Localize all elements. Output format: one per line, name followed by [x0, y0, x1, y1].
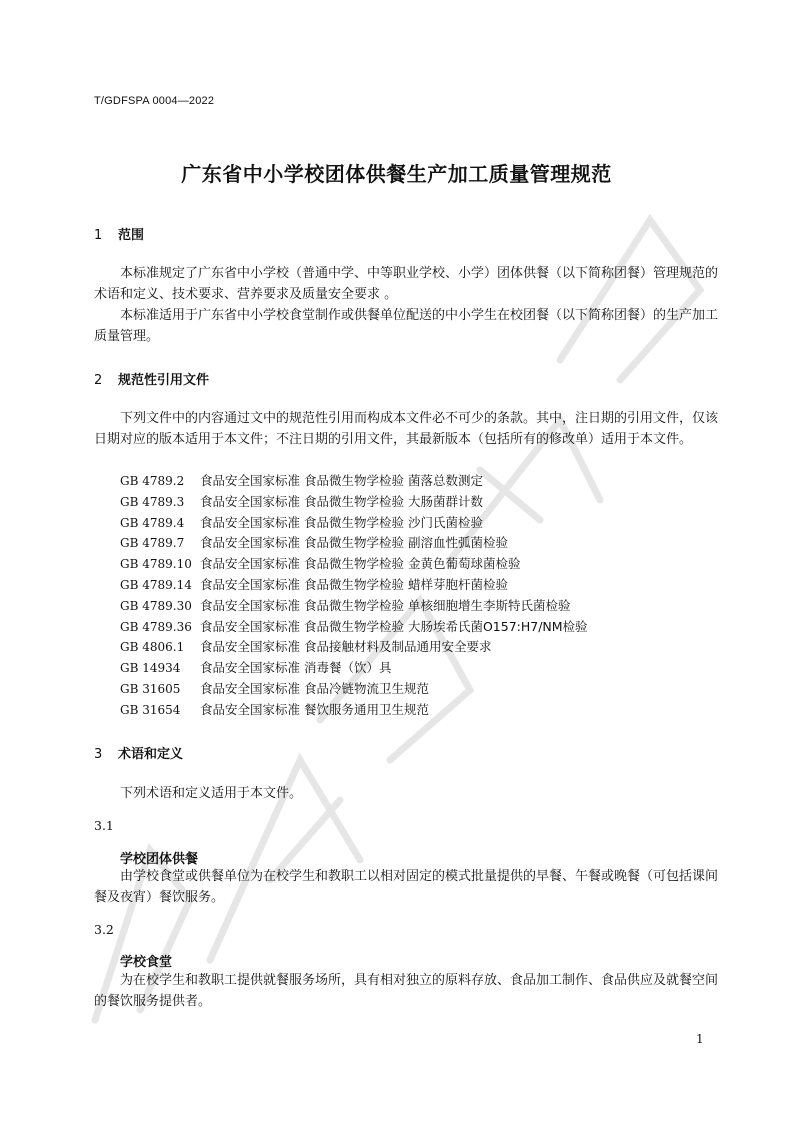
- reference-code: GB 4789.2: [120, 474, 185, 488]
- section-1-heading: [94, 224, 144, 243]
- section-number: 3: [94, 747, 103, 762]
- document-number: T/GDFSPA 0004—2022: [94, 95, 215, 107]
- reference-code: GB 4789.10: [120, 557, 192, 572]
- page-number: 1: [696, 1032, 704, 1046]
- reference-title: 食品安全国家标准 食品微生物学检验 蜡样芽胞杆菌检验: [200, 576, 508, 592]
- section-title: 术语和定义: [118, 747, 184, 762]
- reference-title: 食品安全国家标准 餐饮服务通用卫生规范: [200, 701, 429, 717]
- reference-item: [120, 513, 588, 534]
- reference-title: 食品安全国家标准 食品微生物学检验 大肠埃希氏菌O157:H7/NM检验: [200, 618, 588, 634]
- term-number: 3.2: [94, 922, 114, 937]
- section-title: 范围: [118, 228, 145, 243]
- reference-title: 食品安全国家标准 食品微生物学检验 沙门氏菌检验: [200, 514, 483, 530]
- reference-title: 食品安全国家标准 食品微生物学检验 副溶血性弧菌检验: [200, 535, 508, 551]
- reference-title: 食品安全国家标准 食品冷链物流卫生规范: [200, 680, 429, 696]
- term-definition: 为在校学生和教职工提供就餐服务场所，具有相对独立的原料存放、食品加工制作、食品供应及就餐空间的餐饮服务提供者。: [94, 973, 719, 1009]
- section-number: 2: [94, 373, 103, 388]
- reference-item: [120, 533, 588, 554]
- reference-item: [120, 637, 588, 658]
- term-name: 学校团体供餐: [120, 852, 199, 867]
- reference-item: [120, 596, 588, 617]
- section-1-paragraph-2: 本标准适用于广东省中小学校食堂制作或供餐单位配送的中小学生在校团餐（以下简称团餐）的生产加工质量管理。: [94, 308, 719, 344]
- section-1-paragraph-1: 本标准规定了广东省中小学校（普通中学、中等职业学校、小学）团体供餐（以下简称团餐）管理规范的术语和定义、技术要求、营养要求及质量安全要求 。: [94, 266, 719, 302]
- reference-code: GB 4789.3: [120, 494, 185, 509]
- reference-title: 食品安全国家标准 食品微生物学检验 菌落总数测定: [200, 473, 483, 488]
- reference-code: GB 14934: [120, 661, 181, 676]
- reference-title: 食品安全国家标准 食品微生物学检验 单核细胞增生李斯特氏菌检验: [200, 597, 571, 613]
- term-number: 3.1: [94, 818, 114, 833]
- reference-item: [120, 658, 588, 679]
- reference-code: GB 4806.1: [120, 640, 185, 655]
- reference-code: GB 31605: [120, 681, 181, 696]
- reference-item: [120, 554, 588, 575]
- reference-code: GB 4789.7: [120, 536, 185, 551]
- reference-code: GB 4789.14: [120, 577, 192, 592]
- reference-code: GB 31654: [120, 702, 181, 717]
- reference-code: GB 4789.36: [120, 619, 192, 634]
- section-number: 1: [94, 228, 103, 243]
- reference-code: GB 4789.30: [120, 598, 192, 613]
- section-3-intro: 下列术语和定义适用于本文件。: [120, 786, 303, 801]
- reference-item: [120, 471, 588, 492]
- document-title: 广东省中小学校团体供餐生产加工质量管理规范: [181, 162, 612, 186]
- normative-references-list: [120, 471, 588, 721]
- reference-item: [120, 700, 588, 721]
- term-name: 学校食堂: [120, 955, 173, 970]
- section-2-heading: [94, 369, 209, 388]
- reference-item: [120, 575, 588, 596]
- section-3-heading: [94, 743, 183, 762]
- reference-title: 食品安全国家标准 食品微生物学检验 金黄色葡萄球菌检验: [200, 556, 521, 572]
- reference-title: 食品安全国家标准 食品接触材料及制品通用安全要求: [200, 639, 492, 655]
- reference-title: 食品安全国家标准 消毒餐（饮）具: [200, 660, 392, 676]
- term-definition: 由学校食堂或供餐单位为在校学生和教职工以相对固定的模式批量提供的早餐、午餐或晚餐（可包括课间餐及夜宵）餐饮服务。: [94, 869, 719, 905]
- reference-code: GB 4789.4: [120, 515, 185, 530]
- reference-item: [120, 617, 588, 638]
- reference-title: 食品安全国家标准 食品微生物学检验 大肠菌群计数: [200, 493, 483, 509]
- section-title: 规范性引用文件: [118, 373, 210, 388]
- reference-item: [120, 492, 588, 513]
- reference-item: [120, 679, 588, 700]
- section-2-intro: 下列文件中的内容通过文中的规范性引用而构成本文件必不可少的条款。其中，注日期的引用文件，仅该日期对应的版本适用于本文件；不注日期的引用文件，其最新版本（包括所有的修改单）适用于本文件。: [94, 411, 719, 447]
